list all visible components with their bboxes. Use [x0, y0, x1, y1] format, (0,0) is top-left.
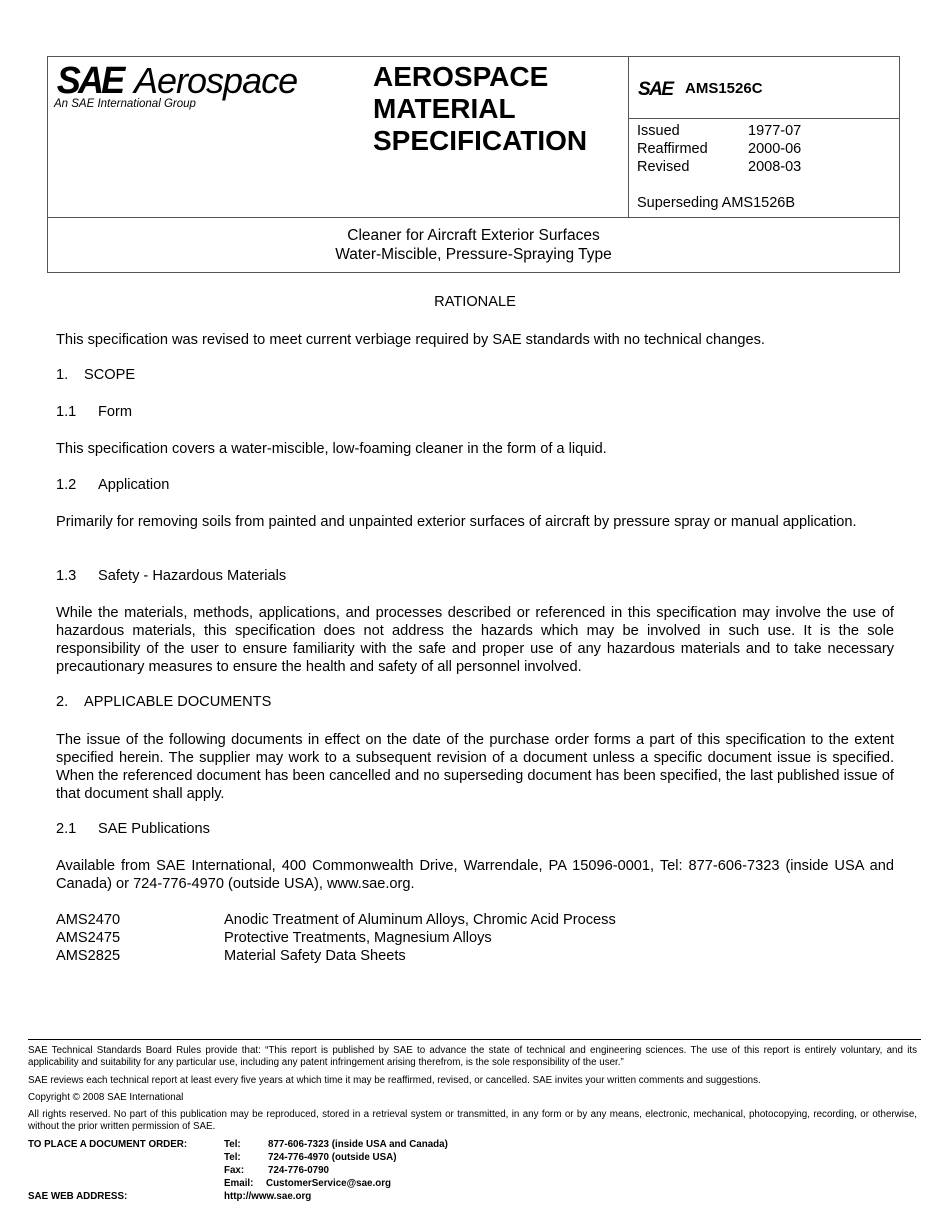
- section-title: APPLICABLE DOCUMENTS: [84, 694, 272, 710]
- header-divider-horizontal: [48, 217, 899, 218]
- section-number: 1.: [56, 367, 69, 383]
- section-title: Application: [98, 477, 170, 493]
- order-label: TO PLACE A DOCUMENT ORDER:: [28, 1139, 188, 1150]
- section-heading-safety: [56, 568, 286, 584]
- section-title: Form: [98, 404, 133, 420]
- header-divider-vertical: [628, 57, 629, 217]
- section-heading-scope: [56, 367, 135, 383]
- reference-title: Protective Treatments, Magnesium Alloys: [224, 930, 492, 946]
- superseding-note: Superseding AMS1526B: [637, 195, 795, 211]
- contact-value: 724-776-0790: [268, 1165, 330, 1176]
- sae-logo-mark: SAE: [56, 60, 123, 102]
- email-link[interactable]: CustomerService@sae.org: [266, 1178, 391, 1189]
- section-heading-application: [56, 477, 169, 493]
- document-subtitle-line-1: Cleaner for Aircraft Exterior Surfaces: [347, 227, 600, 244]
- section-heading-sae-publications: [56, 821, 210, 837]
- reaffirmed-label: Reaffirmed: [637, 141, 708, 157]
- web-address-link[interactable]: http://www.sae.org: [224, 1191, 312, 1202]
- footer-rights-text: All rights reserved. No part of this publication may be reproduced, stored in a retrieval system or transmitted, in any form or by any means, electronic, mechanical, photocopying, recording, or otherwise, without the prior written permission of SAE.: [28, 1109, 917, 1132]
- section-number: 1.1: [56, 404, 77, 420]
- reference-code: AMS2475: [56, 930, 121, 946]
- aerospace-logo-word: Aerospace: [134, 60, 298, 101]
- reference-title: Anodic Treatment of Aluminum Alloys, Chromic Acid Process: [224, 912, 616, 928]
- sae-publications-text: Available from SAE International, 400 Commonwealth Drive, Warrendale, PA 15096-0001, Tel: 877-606-7323 (inside USA and Canada) or 724-776-4970 (outside USA), www.sae.org.: [56, 858, 894, 892]
- section-heading-form: [56, 404, 132, 420]
- spec-title-line: AEROSPACE: [373, 61, 549, 92]
- reference-code: AMS2825: [56, 948, 121, 964]
- reaffirmed-date: 2000-06: [748, 141, 802, 157]
- applicable-documents-text: The issue of the following documents in effect on the date of the purchase order forms a part of this specification to the extent specified herein. The supplier may work to a subsequent revision of a document unless a specific document issue is specified. When the referenced document has been cancelled and no superseding document has been specified, the last published issue of that document shall apply.: [56, 732, 894, 802]
- contact-value: 724-776-4970 (outside USA): [268, 1152, 397, 1163]
- reference-title: Material Safety Data Sheets: [224, 948, 406, 964]
- application-text: Primarily for removing soils from painted and unpainted exterior surfaces of aircraft by pressure spray or manual application.: [56, 514, 857, 530]
- contact-value: 877-606-7323 (inside USA and Canada): [268, 1139, 448, 1150]
- header-box: [47, 56, 900, 273]
- revised-date: 2008-03: [748, 159, 802, 175]
- document-subtitle-line-2: Water-Miscible, Pressure-Spraying Type: [335, 246, 612, 263]
- footer-copyright: Copyright © 2008 SAE International: [28, 1092, 184, 1103]
- logo-tagline: An SAE International Group: [54, 98, 196, 110]
- section-number: 2.1: [56, 821, 77, 837]
- section-title: Safety - Hazardous Materials: [98, 568, 287, 584]
- footer-rules-text: SAE Technical Standards Board Rules provide that: “This report is published by SAE to advance the state of technical and engineering sciences. The use of this report is entirely voluntary, and its applicability and suitability for any particular use, including any patent infringement arising therefrom, is the sole responsibility of the user.”: [28, 1045, 917, 1068]
- contact-label: Tel:: [224, 1139, 241, 1150]
- section-heading-applicable-documents: [56, 694, 271, 710]
- section-title: SAE Publications: [98, 821, 210, 837]
- section-number: 2.: [56, 694, 69, 710]
- safety-text: While the materials, methods, applications, and processes described or referenced in this specification may involve the use of hazardous materials, this specification does not address the hazards which may be involved in such use. It is the sole responsibility of the user to ensure familiarity with the safe and proper use of any hazardous materials and to take necessary precautionary measures to ensure the health and safety of all personnel involved.: [56, 605, 894, 675]
- spec-title-line: MATERIAL: [373, 93, 516, 124]
- form-text: This specification covers a water-miscible, low-foaming cleaner in the form of a liquid.: [56, 441, 607, 457]
- header-divider-date-block: [628, 118, 900, 119]
- footer-rule: [28, 1039, 921, 1040]
- footer-review-text: SAE reviews each technical report at least every five years at which time it may be reaffirmed, revised, or cancelled. SAE invites your written comments and suggestions.: [28, 1075, 761, 1086]
- rationale-heading: RATIONALE: [434, 294, 516, 310]
- sae-small-logo: SAE: [638, 79, 673, 100]
- issued-label: Issued: [637, 123, 680, 139]
- spec-title-line: SPECIFICATION: [373, 125, 588, 156]
- issued-date: 1977-07: [748, 123, 802, 139]
- web-address-label: SAE WEB ADDRESS:: [28, 1191, 128, 1202]
- section-number: 1.3: [56, 568, 77, 584]
- section-number: 1.2: [56, 477, 77, 493]
- contact-label: Fax:: [224, 1165, 245, 1176]
- section-title: SCOPE: [84, 367, 136, 383]
- rationale-text: This specification was revised to meet current verbiage required by SAE standards with no technical changes.: [56, 332, 765, 348]
- contact-label: Email:: [224, 1178, 254, 1189]
- document-number: AMS1526C: [685, 80, 763, 97]
- contact-label: Tel:: [224, 1152, 241, 1163]
- reference-code: AMS2470: [56, 912, 121, 928]
- spec-title: [373, 61, 587, 157]
- revised-label: Revised: [637, 159, 690, 175]
